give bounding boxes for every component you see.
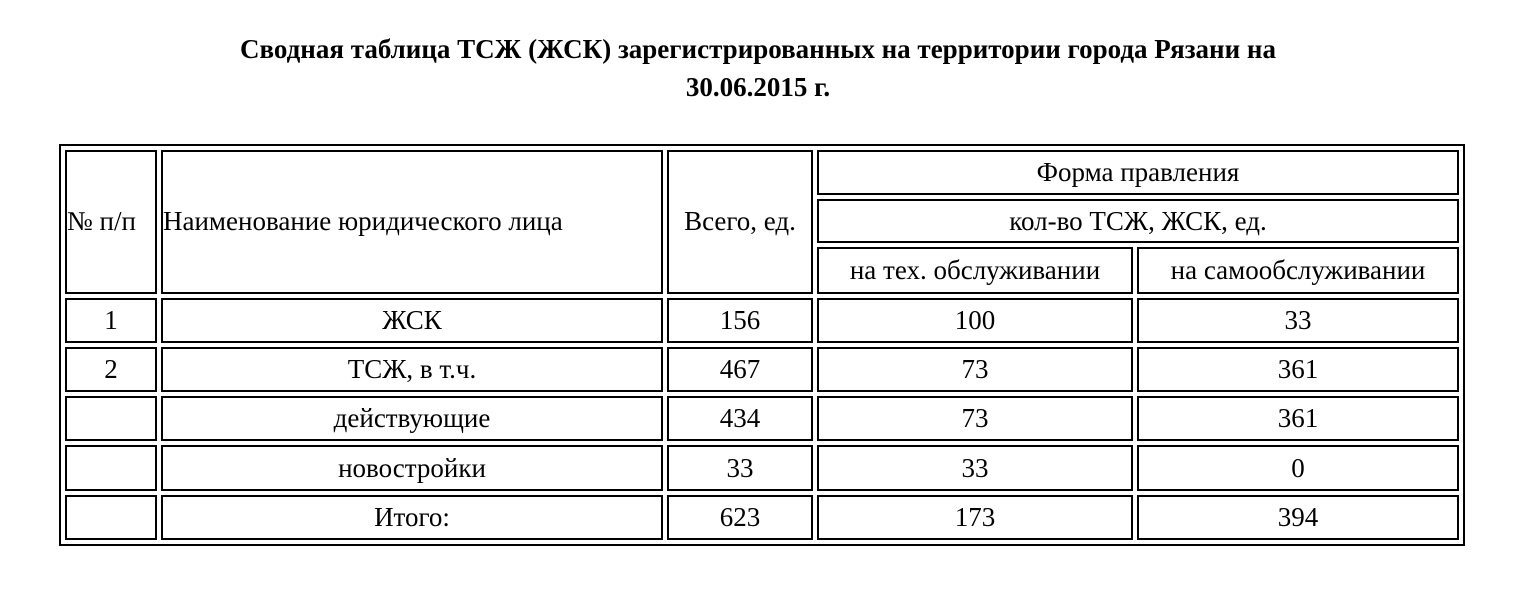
header-form: Форма правления [817, 150, 1459, 195]
title-line-2: 30.06.2015 г. [685, 72, 831, 102]
cell-total: 467 [667, 347, 813, 392]
cell-tech: 173 [817, 495, 1133, 540]
cell-name: действующие [161, 396, 663, 441]
cell-tech: 73 [817, 396, 1133, 441]
header-total: Всего, ед. [667, 150, 813, 294]
cell-number: 2 [65, 347, 157, 392]
cell-number [65, 495, 157, 540]
cell-tech: 100 [817, 298, 1133, 343]
cell-name: Итого: [161, 495, 663, 540]
cell-name: ЖСК [161, 298, 663, 343]
page-title [0, 30, 1516, 106]
header-count: кол-во ТСЖ, ЖСК, ед. [817, 199, 1459, 243]
cell-tech: 73 [817, 347, 1133, 392]
cell-name: ТСЖ, в т.ч. [161, 347, 663, 392]
table-row [65, 445, 1459, 490]
header-row-1 [65, 150, 1459, 195]
cell-self: 394 [1137, 495, 1459, 540]
cell-self: 361 [1137, 347, 1459, 392]
cell-self: 361 [1137, 396, 1459, 441]
cell-number: 1 [65, 298, 157, 343]
header-tech: на тех. обслуживании [817, 247, 1133, 293]
header-number: № п/п [65, 150, 157, 294]
table-row-total [65, 495, 1459, 540]
cell-number [65, 445, 157, 490]
cell-total: 623 [667, 495, 813, 540]
cell-total: 33 [667, 445, 813, 490]
header-name: Наименование юридического лица [161, 150, 663, 294]
cell-self: 0 [1137, 445, 1459, 490]
cell-number [65, 396, 157, 441]
cell-name: новостройки [161, 445, 663, 490]
cell-total: 434 [667, 396, 813, 441]
table-row [65, 347, 1459, 392]
table-row [65, 298, 1459, 343]
table-row [65, 396, 1459, 441]
summary-table [59, 144, 1465, 546]
cell-total: 156 [667, 298, 813, 343]
cell-self: 33 [1137, 298, 1459, 343]
cell-tech: 33 [817, 445, 1133, 490]
header-self: на самообслуживании [1137, 247, 1459, 293]
title-line-1: Сводная таблица ТСЖ (ЖСК) зарегистрированных на территории города Рязани на [240, 34, 1276, 64]
